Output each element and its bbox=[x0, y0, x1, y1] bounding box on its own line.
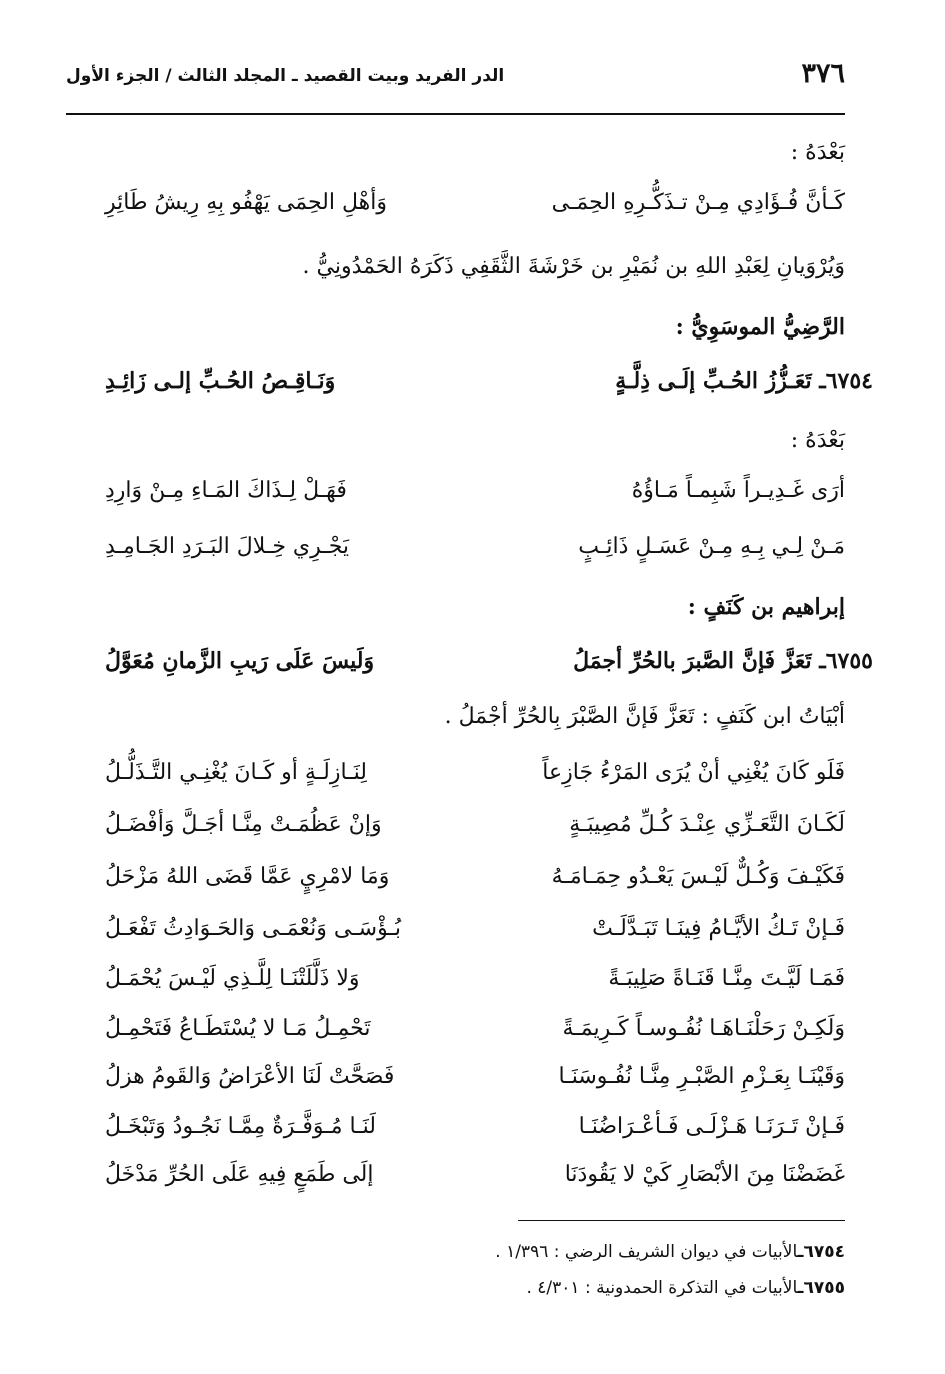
verse-hemistich-second: تَحْمِـلُ مَـا لا يُسْتَطَـاعُ فَتَحْمِـلُ bbox=[105, 1016, 371, 1041]
verse-hemistich-second: وَنَـاقِـصُ الحُـبِّ إلـى زَائِـدِ bbox=[105, 368, 336, 394]
verse-hemistich-second: فَصَحَّتْ لَنَا الأعْرَاضُ وَالقَومُ هزلُ bbox=[105, 1064, 395, 1089]
verse-line bbox=[105, 812, 845, 856]
verse-line bbox=[105, 1114, 845, 1158]
footnote bbox=[495, 1242, 845, 1262]
verse-hemistich-second: وَمَا لامْرِيٍ عَمَّا قَضَى اللهُ مَزْحَلُ bbox=[105, 864, 390, 889]
verse-line bbox=[105, 190, 845, 234]
verse-hemistich-first: فَـإنْ تَـكُ الأيَّـامُ فِينَـا تَبَـدَّلَـتْ bbox=[592, 916, 845, 941]
verse-hemistich-second: وَلَيسَ عَلَى رَيبِ الزَّمانِ مُعَوَّلُ bbox=[105, 648, 375, 674]
verse-hemistich-second: لِنَـازِلَـةٍ أو كَـانَ يُغْنِـي التَّـذَلُّـلُ bbox=[105, 760, 367, 785]
verse-hemistich-first: وَلَكِـنْ رَحَلْنَـاهَـا نُفُـوسـاً كَـرِيمَـةً bbox=[562, 1016, 845, 1041]
verse-line bbox=[105, 534, 845, 578]
verse-hemistich-second: يَجْـرِي خِـلالَ البَـرَدِ الجَـامِـدِ bbox=[105, 534, 350, 559]
verse-hemistich-first: فَكَيْـفَ وَكُـلٌّ لَيْـسَ يَعْـدُو حِمَـامَـهُ bbox=[551, 864, 845, 889]
footnote-rule bbox=[518, 1220, 845, 1221]
verse-text: تَعَـزُّزُ الحُـبِّ إلَـى ذِلَّـةٍ bbox=[615, 368, 812, 394]
verse-line bbox=[105, 864, 845, 908]
attribution-note: أبْيَاتُ ابن كَنَفٍ : تَعَزَّ فَإنَّ الصَّبْرَ بِالحُرِّ أجْمَلُ . bbox=[444, 704, 845, 729]
after-label: بَعْدَهُ : bbox=[790, 428, 845, 453]
verse-hemistich-second: فَهَـلْ لِـذَاكَ المَـاءِ مِـنْ وَارِدِ bbox=[105, 478, 347, 503]
verse-hemistich-first bbox=[615, 368, 873, 394]
numbered-verse-6755 bbox=[105, 648, 873, 692]
verse-hemistich-first bbox=[573, 648, 873, 674]
verse-hemistich-second: وَأهْلِ الحِمَى يَهْفُو بِهِ رِيشُ طَائِرِ bbox=[105, 190, 387, 215]
verse-line bbox=[105, 1016, 845, 1060]
verse-hemistich-first: غَضَضْنَا مِنَ الأبْصَارِ كَيْ لا يَقُودَنَا bbox=[564, 1162, 845, 1187]
verse-hemistich-first: أرَى غَـدِيـراً شَبِمـاً مَـاؤُهُ bbox=[631, 478, 845, 503]
verse-line bbox=[105, 916, 845, 960]
verse-hemistich-second: وَإنْ عَظُمَـتْ مِنَّـا أجَـلَّ وَأفْضَـلُ bbox=[105, 812, 382, 837]
verse-hemistich-second: لَنَـا مُـوَفَّـرَةٌ مِمَّـا نَجُـودُ وَتَبْخَـلُ bbox=[105, 1114, 376, 1139]
verse-line bbox=[105, 478, 845, 522]
verse-hemistich-first: كَـأنَّ فُـؤَادِي مِـنْ تـذَكُّـرِهِ الحِمَـى bbox=[551, 190, 845, 215]
verse-line bbox=[105, 760, 845, 804]
verse-hemistich-first: فَـإنْ تَـرَنَـا هَـزْلَـى فَـأعْـرَاضُنَـا bbox=[578, 1114, 845, 1139]
verse-hemistich-first: وَقَيْنَـا بِعَـزْمِ الصَّبْـرِ مِنَّـا نُفُـوسَنَـا bbox=[558, 1064, 845, 1089]
poet-heading: الرَّضِيُّ الموسَوِيُّ : bbox=[675, 314, 845, 340]
verse-line bbox=[105, 1064, 845, 1108]
page-number: ٣٧٦ bbox=[801, 58, 845, 89]
footnote bbox=[526, 1278, 845, 1298]
footnote-number: ٦٧٥٤ـ bbox=[797, 1242, 845, 1262]
page-header bbox=[66, 58, 845, 98]
poet-heading: إبراهيم بن كَنَفٍ : bbox=[687, 594, 845, 620]
header-rule bbox=[66, 113, 845, 115]
verse-hemistich-first: فَمَـا لَيَّـتَ مِنَّـا قَنَـاةً صَلِيبَـةً bbox=[608, 966, 845, 991]
verse-number: ٦٧٥٥ـ bbox=[819, 648, 873, 674]
verse-hemistich-first: فَلَو كَانَ يُغْنِي أنْ يُرَى المَرْءُ جَازِعاً bbox=[542, 760, 845, 785]
footnote-text: الأبيات في ديوان الشريف الرضي : ١/٣٩٦ . bbox=[495, 1242, 798, 1262]
verse-hemistich-second: إلَى طَمَعٍ فِيهِ عَلَى الحُرِّ مَدْخَلُ bbox=[105, 1162, 374, 1187]
verse-hemistich-first: مَـنْ لِـي بِـهِ مِـنْ عَسَـلٍ ذَائِـبٍ bbox=[578, 534, 845, 559]
verse-number: ٦٧٥٤ـ bbox=[819, 368, 873, 394]
verse-line bbox=[105, 966, 845, 1010]
footnote-text: الأبيات في التذكرة الحمدونية : ٤/٣٠١ . bbox=[526, 1278, 798, 1298]
numbered-verse-6754 bbox=[105, 368, 873, 412]
footnote-number: ٦٧٥٥ـ bbox=[797, 1278, 845, 1298]
running-title: الدر الفريد وبيت القصيد ـ المجلد الثالث / الجزء الأول bbox=[66, 66, 505, 86]
verse-line bbox=[105, 1162, 845, 1206]
verse-text: تَعَزَّ فَإنَّ الصَّبرَ بالحُرِّ أجمَلُ bbox=[573, 648, 812, 674]
attribution-note: وَيُرْوَيانِ لِعَبْدِ اللهِ بن نُمَيْرِ بن خَرْشَةَ الثَّقَفِي ذَكَرَهُ الحَمْدُونِيُّ . bbox=[302, 254, 845, 279]
verse-hemistich-second: وَلا ذَلَّلَتْنَـا لِلَّـذِي لَيْـسَ يُحْمَـلُ bbox=[105, 966, 360, 991]
verse-hemistich-first: لَكَـانَ التَّعَـزِّي عِنْـدَ كُـلِّ مُصِيبَـةٍ bbox=[569, 812, 845, 837]
verse-hemistich-second: بُـؤْسَـى وَنُعْمَـى وَالحَـوَادِثُ تَفْعَـلُ bbox=[105, 916, 402, 941]
after-label: بَعْدَهُ : bbox=[790, 140, 845, 165]
